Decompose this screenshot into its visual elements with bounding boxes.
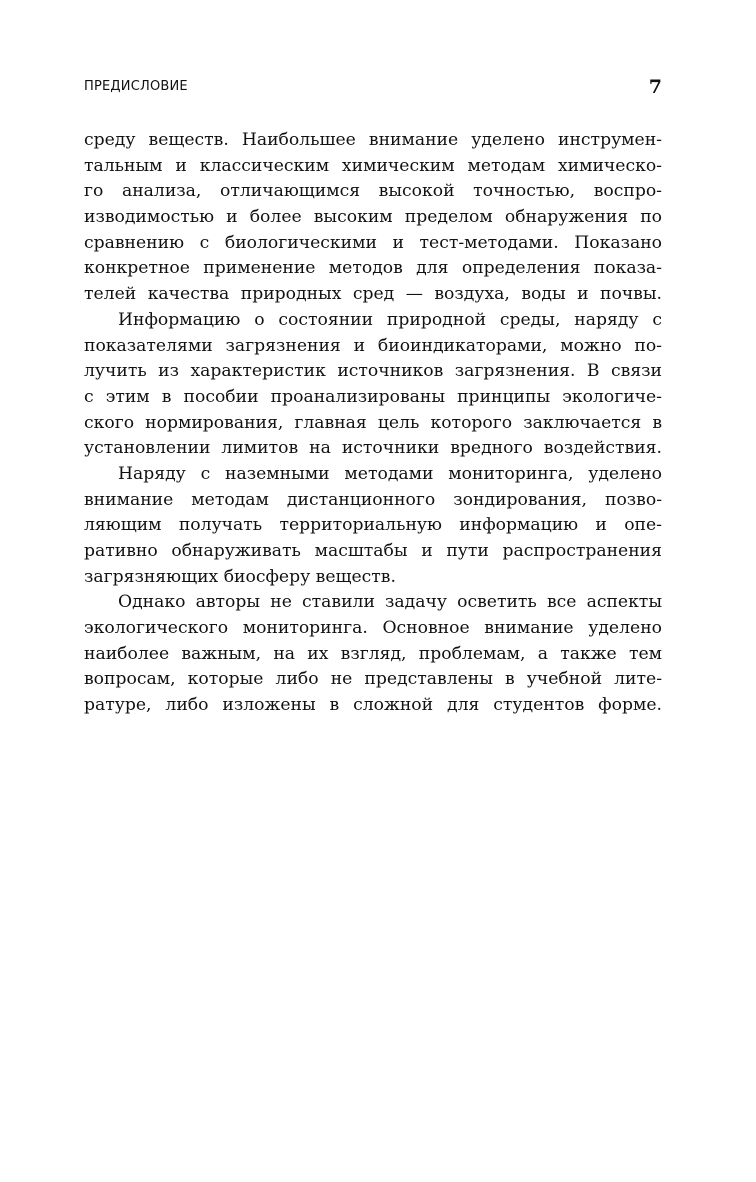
text-line: телей качества природных сред — воздуха, воды и почвы. bbox=[84, 284, 662, 305]
text-line: показателями загрязнения и биоиндикаторами, можно по- bbox=[84, 335, 662, 356]
text-line: ративно обнаруживать масштабы и пути распространения bbox=[84, 541, 662, 561]
text-line: наиболее важным, на их взгляд, проблемам, а также тем bbox=[84, 643, 662, 664]
paragraph-1 bbox=[84, 128, 662, 308]
text-line: сравнению с биологическими и тест-методами. Показано bbox=[84, 232, 662, 253]
text-line: с этим в пособии проанализированы принципы экологиче- bbox=[84, 386, 662, 407]
paragraph-2 bbox=[84, 308, 662, 462]
text-line: конкретное применение методов для определения показа- bbox=[84, 258, 662, 279]
text-line: Наряду с наземными методами мониторинга, уделено bbox=[118, 463, 662, 484]
text-line: Информацию о состоянии природной среды, наряду с bbox=[118, 309, 662, 330]
paragraph-4 bbox=[84, 590, 662, 718]
running-header bbox=[84, 78, 662, 100]
text-line: экологического мониторинга. Основное внимание уделено bbox=[84, 618, 662, 639]
text-line: установлении лимитов на источники вредного воздействия. bbox=[84, 438, 662, 459]
text-line: загрязняющих биосферу веществ. bbox=[84, 566, 396, 587]
paragraph-3 bbox=[84, 462, 662, 590]
text-line: тальным и классическим химическим методам химическо- bbox=[84, 155, 662, 176]
chapter-title: ПРЕДИСЛОВИЕ bbox=[84, 79, 188, 94]
text-line: вопросам, которые либо не представлены в учебной лите- bbox=[84, 669, 662, 690]
text-line: лучить из характеристик источников загрязнения. В связи bbox=[84, 361, 662, 382]
page-number: 7 bbox=[648, 76, 662, 98]
text-line: среду веществ. Наибольшее внимание уделено инструмен- bbox=[84, 130, 662, 150]
text-line: изводимостью и более высоким пределом обнаружения по bbox=[84, 207, 662, 228]
text-line: внимание методам дистанционного зондирования, позво- bbox=[84, 489, 662, 510]
text-line: го анализа, отличающимся высокой точностью, воспро- bbox=[84, 181, 662, 202]
body-text bbox=[84, 128, 662, 719]
text-line: ляющим получать территориальную информацию и опе- bbox=[84, 515, 662, 536]
text-line: Однако авторы не ставили задачу осветить все аспекты bbox=[118, 592, 662, 613]
text-line: ского нормирования, главная цель которого заключается в bbox=[84, 412, 662, 433]
text-line: ратуре, либо изложены в сложной для студентов форме. bbox=[84, 695, 662, 716]
